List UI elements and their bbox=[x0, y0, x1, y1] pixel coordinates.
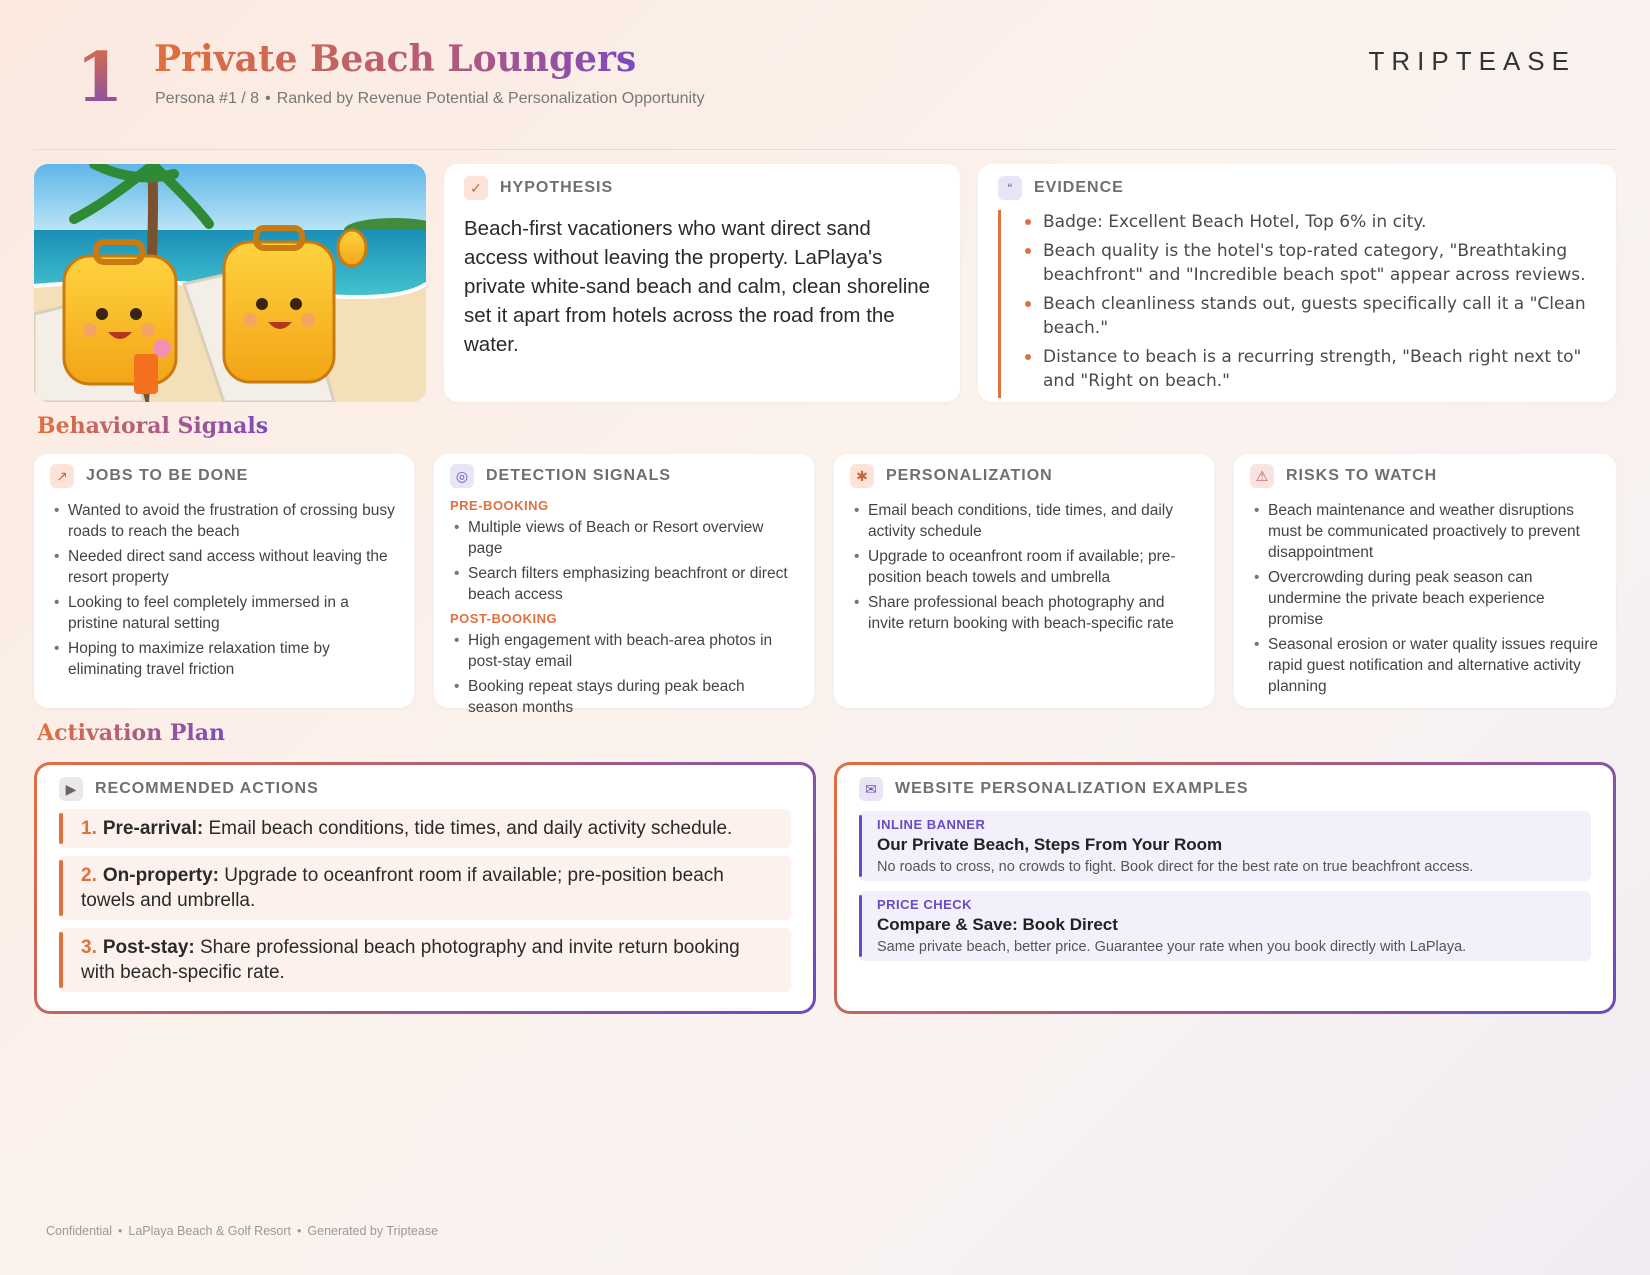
list-item: • Hoping to maximize relaxation time by eliminating travel friction bbox=[50, 638, 398, 680]
jobs-list bbox=[50, 500, 398, 680]
persona-count: Persona #1 / 8 bbox=[155, 90, 260, 107]
play-icon: ▶ bbox=[59, 777, 83, 801]
jobs-card bbox=[34, 454, 414, 708]
post-booking-list bbox=[450, 630, 798, 718]
risks-label: RISKS TO WATCH bbox=[1286, 467, 1438, 484]
evidence-list bbox=[1023, 210, 1596, 393]
list-item: • Looking to feel completely immersed in a pristine natural setting bbox=[50, 592, 398, 634]
mail-icon: ✉ bbox=[859, 777, 883, 801]
action-item: 3. Post-stay: Share professional beach photography and invite return booking with beach-specific rate. bbox=[59, 928, 791, 992]
evidence-item: Beach quality is the hotel's top-rated category, "Breathtaking beachfront" and "Incredible beach spot" appear across reviews. bbox=[1023, 239, 1596, 287]
brand-logo: TRIPTEASE bbox=[1368, 46, 1576, 76]
risks-card bbox=[1234, 454, 1616, 708]
list-item: • Overcrowding during peak season can undermine the private beach experience promise bbox=[1250, 567, 1600, 630]
list-item: • Wanted to avoid the frustration of crossing busy roads to reach the beach bbox=[50, 500, 398, 542]
check-icon: ✓ bbox=[464, 176, 488, 200]
hypothesis-text: Beach-first vacationers who want direct sand access without leaving the property. LaPlaya's private white-sand beach and calm, clean shoreline set it apart from hotels across the road from the water. bbox=[464, 217, 931, 356]
personalization-label: PERSONALIZATION bbox=[886, 467, 1053, 484]
pre-booking-label: PRE-BOOKING bbox=[450, 498, 549, 513]
evidence-item: Badge: Excellent Beach Hotel, Top 6% in city. bbox=[1023, 210, 1596, 234]
personalization-card bbox=[834, 454, 1214, 708]
evidence-item: Distance to beach is a recurring strength, "Beach right next to" and "Right on beach." bbox=[1023, 345, 1596, 393]
website-example bbox=[859, 891, 1591, 961]
list-item: • Seasonal erosion or water quality issues require rapid guest notification and alternative activity planning bbox=[1250, 634, 1600, 697]
warning-icon: ⚠ bbox=[1250, 464, 1274, 488]
risks-list bbox=[1250, 500, 1600, 697]
list-item: • Beach maintenance and weather disruptions must be communicated proactively to prevent disappointment bbox=[1250, 500, 1600, 563]
list-item: • Needed direct sand access without leaving the resort property bbox=[50, 546, 398, 588]
pre-booking-list bbox=[450, 517, 798, 605]
example-headline: Our Private Beach, Steps From Your Room bbox=[877, 835, 1223, 854]
target-icon: ◎ bbox=[450, 464, 474, 488]
hypothesis-card bbox=[444, 164, 960, 402]
action-item: 2. On-property: Upgrade to oceanfront room if available; pre-position beach towels and umbrella. bbox=[59, 856, 791, 920]
example-body: Same private beach, better price. Guarantee your rate when you book directly with LaPlaya. bbox=[877, 939, 1467, 955]
list-item: • Search filters emphasizing beachfront or direct beach access bbox=[450, 563, 798, 605]
list-item: • Share professional beach photography and invite return booking with beach-specific rate bbox=[850, 592, 1198, 634]
hero-illustration bbox=[34, 164, 426, 402]
list-item: • Multiple views of Beach or Resort overview page bbox=[450, 517, 798, 559]
hypothesis-label: HYPOTHESIS bbox=[500, 179, 614, 196]
behavioral-signals-title: Behavioral Signals bbox=[37, 413, 269, 439]
jobs-label: JOBS TO BE DONE bbox=[86, 467, 249, 484]
website-label: WEBSITE PERSONALIZATION EXAMPLES bbox=[895, 780, 1249, 797]
post-booking-label: POST-BOOKING bbox=[450, 611, 558, 626]
list-item: • High engagement with beach-area photos in post-stay email bbox=[450, 630, 798, 672]
website-example bbox=[859, 811, 1591, 881]
sparkle-icon: ✱ bbox=[850, 464, 874, 488]
arrow-up-right-icon: ↗ bbox=[50, 464, 74, 488]
detection-card bbox=[434, 454, 814, 716]
persona-rank: 1 bbox=[76, 38, 124, 118]
page-title: Private Beach Loungers bbox=[154, 38, 637, 80]
page-header bbox=[34, 30, 1616, 150]
evidence-item: Beach cleanliness stands out, guests specifically call it a "Clean beach." bbox=[1023, 292, 1596, 340]
example-tag: PRICE CHECK bbox=[877, 897, 973, 912]
list-item: • Email beach conditions, tide times, and daily activity schedule bbox=[850, 500, 1198, 542]
activation-plan-title: Activation Plan bbox=[37, 720, 226, 746]
example-headline: Compare & Save: Book Direct bbox=[877, 915, 1118, 934]
recommended-actions-card bbox=[34, 762, 816, 1014]
ranking-note: Ranked by Revenue Potential & Personalization Opportunity bbox=[276, 90, 705, 107]
evidence-label: EVIDENCE bbox=[1034, 179, 1124, 196]
quote-icon: “ bbox=[998, 176, 1022, 200]
evidence-card bbox=[978, 164, 1616, 402]
personalization-list bbox=[850, 500, 1198, 634]
page-footer: Confidential • LaPlaya Beach & Golf Resort • Generated by Triptease bbox=[46, 1224, 439, 1238]
example-tag: INLINE BANNER bbox=[877, 817, 986, 832]
page-subtitle: Persona #1 / 8 • Ranked by Revenue Potential & Personalization Opportunity bbox=[155, 90, 705, 107]
action-item: 1. Pre-arrival: Email beach conditions, tide times, and daily activity schedule. bbox=[59, 809, 791, 848]
actions-label: RECOMMENDED ACTIONS bbox=[95, 780, 319, 797]
detection-label: DETECTION SIGNALS bbox=[486, 467, 672, 484]
list-item: • Booking repeat stays during peak beach season months bbox=[450, 676, 798, 718]
example-body: No roads to cross, no crowds to fight. Book direct for the best rate on true beachfront access. bbox=[877, 859, 1474, 875]
list-item: • Upgrade to oceanfront room if available; pre-position beach towels and umbrella bbox=[850, 546, 1198, 588]
website-personalization-card bbox=[834, 762, 1616, 1014]
